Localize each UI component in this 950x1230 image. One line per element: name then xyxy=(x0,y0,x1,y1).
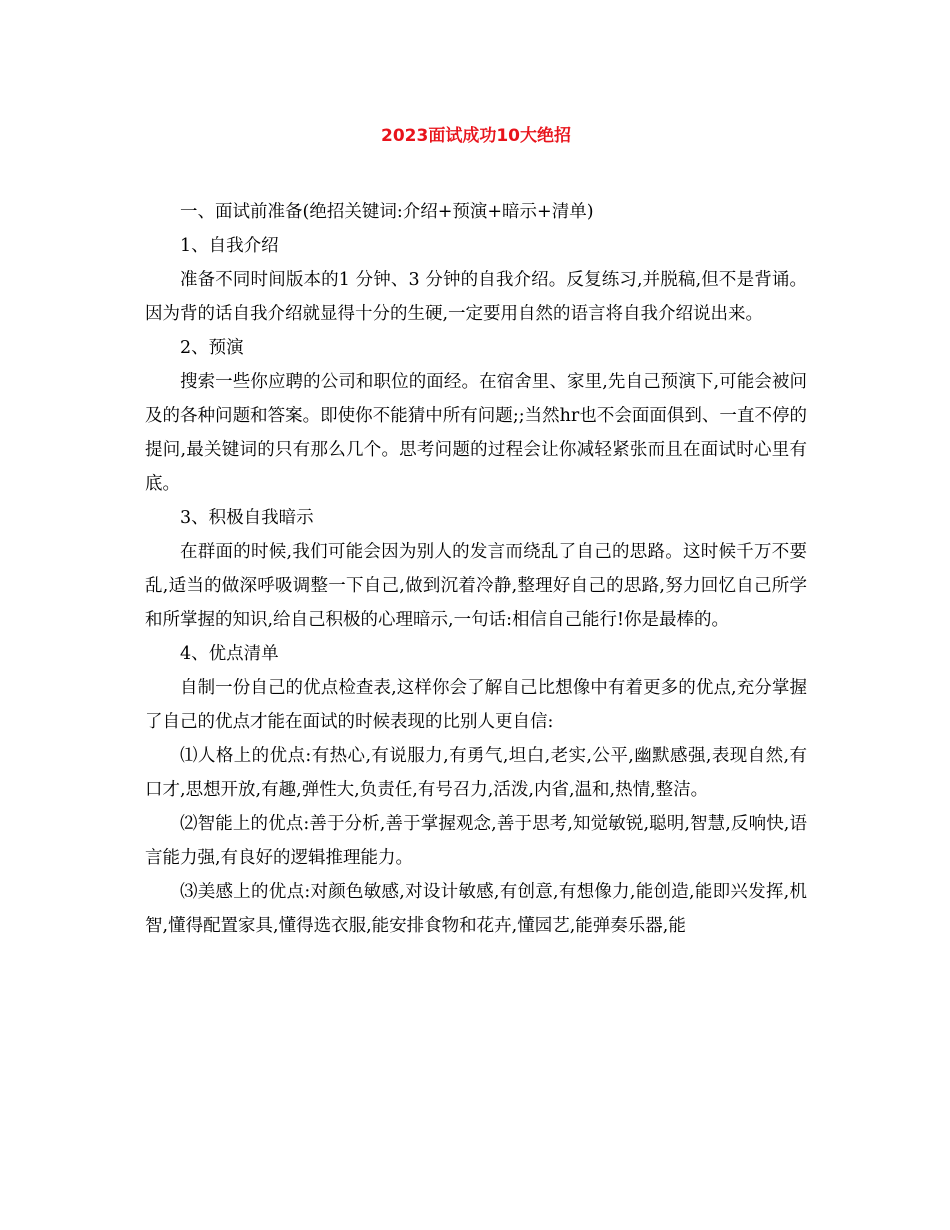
subheading-strengths-list: 4、优点清单 xyxy=(180,644,279,664)
paragraph-positive-suggestion: 在群面的时候,我们可能会因为别人的发言而绕乱了自己的思路。这时候千万不要乱,适当的做深呼吸调整一下自己,做到沉着冷静,整理好自己的思路,努力回忆自己所学和所掌握的知识,给自己积极的心理暗示,一句话:相信自己能行!你是最棒的。 xyxy=(145,542,807,630)
list-item-personality: ⑴人格上的优点:有热心,有说服力,有勇气,坦白,老实,公平,幽默感强,表现自然,有口才,思想开放,有趣,弹性大,负责任,有号召力,活泼,内省,温和,热情,整洁。 xyxy=(145,746,807,800)
subheading-positive-suggestion: 3、积极自我暗示 xyxy=(180,508,314,528)
paragraph-strengths-list: 自制一份自己的优点检查表,这样你会了解自己比想像中有着更多的优点,充分掌握了自己的优点才能在面试的时候表现的比别人更自信: xyxy=(145,678,807,732)
document-title: 2023面试成功10大绝招 xyxy=(381,126,571,146)
section-heading: 一、面试前准备(绝招关键词:介绍+预演+暗示+清单) xyxy=(180,202,594,222)
document-body xyxy=(145,195,807,943)
paragraph-rehearsal: 搜索一些你应聘的公司和职位的面经。在宿舍里、家里,先自己预演下,可能会被问及的各种问题和答案。即使你不能猜中所有问题;;当然hr也不会面面俱到、一直不停的提问,最关键词的只有那么几个。思考问题的过程会让你减轻紧张而且在面试时心里有底。 xyxy=(145,372,807,494)
list-item-intelligence: ⑵智能上的优点:善于分析,善于掌握观念,善于思考,知觉敏锐,聪明,智慧,反响快,语言能力强,有良好的逻辑推理能力。 xyxy=(145,814,807,868)
subheading-rehearsal: 2、预演 xyxy=(180,338,244,358)
subheading-self-intro: 1、自我介绍 xyxy=(180,236,279,256)
document-page xyxy=(145,0,807,1230)
list-item-aesthetics: ⑶美感上的优点:对颜色敏感,对设计敏感,有创意,有想像力,能创造,能即兴发挥,机智,懂得配置家具,懂得选衣服,能安排食物和花卉,懂园艺,能弹奏乐器,能 xyxy=(145,882,807,936)
paragraph-self-intro: 准备不同时间版本的1 分钟、3 分钟的自我介绍。反复练习,并脱稿,但不是背诵。因为背的话自我介绍就显得十分的生硬,一定要用自然的语言将自我介绍说出来。 xyxy=(145,270,807,324)
